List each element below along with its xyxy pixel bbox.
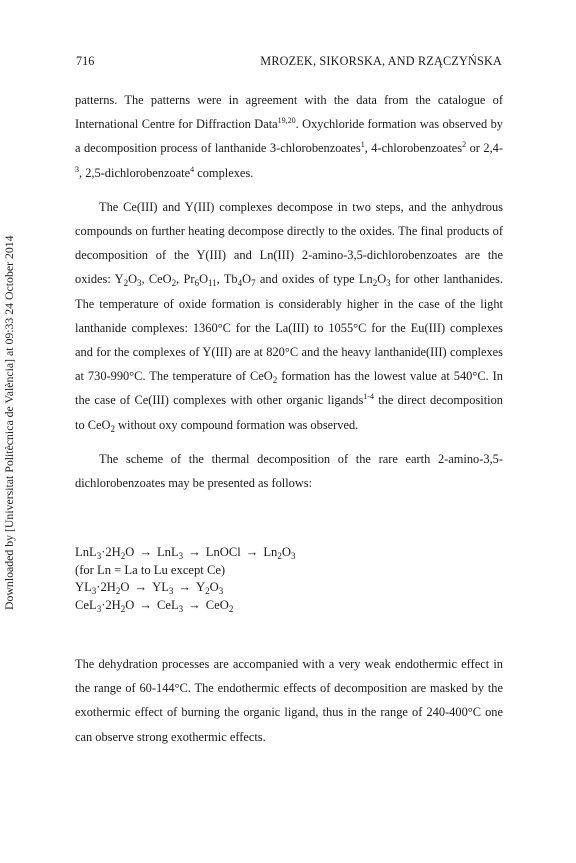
- formula-part: O: [125, 545, 135, 559]
- citation: 1-4: [363, 392, 374, 402]
- subscript: 6: [194, 278, 200, 289]
- subscript: 2: [120, 551, 126, 561]
- text-run: formation has the lowest value at 540°C. In the case of Ce(III) complexes with other organic ligands: [75, 369, 503, 408]
- formula-part: O: [209, 580, 219, 594]
- formula-part: YL: [75, 580, 92, 594]
- arrow-icon: →: [139, 545, 152, 559]
- scheme-note: (for Ln = La to Lu except Ce): [75, 562, 226, 577]
- formula-part: O: [120, 580, 130, 594]
- subscript: 2: [110, 423, 115, 434]
- text-run: The Ce(III) and Y(III) complexes decompose in two steps, and the anhydrous compounds on further heating decompose directly to the oxides. The final products of decomposition of the Y(III) and Ln(III) 2-amino-3,5-dichlorobenzoates are the oxides: Y: [75, 199, 503, 287]
- subscript: 4: [237, 278, 243, 289]
- subscript: 2: [123, 278, 129, 289]
- subscript: 3: [218, 586, 224, 596]
- arrow-icon: →: [188, 597, 201, 612]
- citation: 19,20: [277, 116, 296, 126]
- text-run: without oxy compound formation was observed.: [114, 417, 359, 432]
- scheme-row-ce: [75, 597, 375, 615]
- subscript: 3: [96, 603, 102, 614]
- formula-part: CeL: [156, 597, 179, 612]
- subscript: 3: [91, 586, 97, 596]
- subscript: 2: [171, 278, 177, 289]
- paragraph-4: The dehydration processes are accompanied with a very weak endothermic effect in the range of 60-144°C. The endothermic effects of decomposition are masked by the exothermic effect of burning the organic ligand, thus in the range of 240-400°C one can observe strong exothermic effects.: [75, 657, 503, 744]
- page-number: 716: [76, 54, 95, 68]
- download-watermark: Downloaded by [Universitat Politècnica de València] at 09:33 24 October 2014: [2, 235, 16, 610]
- subscript: 2: [205, 586, 210, 596]
- subscript: 3: [137, 278, 142, 289]
- subscript: 11: [208, 278, 217, 289]
- formula-part: ·2H: [101, 597, 121, 612]
- arrow-icon: →: [188, 545, 201, 559]
- arrow-icon: →: [139, 597, 152, 612]
- formula-part: O: [281, 545, 291, 559]
- subscript: 3: [178, 551, 184, 561]
- formula-part: Ln: [263, 545, 278, 559]
- text-run: or 2,4-: [466, 141, 503, 156]
- scheme-row-ln: [75, 544, 375, 562]
- closing-text: [75, 652, 503, 749]
- formula-part: Y: [195, 580, 206, 594]
- formula-part: LnL: [75, 545, 97, 559]
- running-title: MROZEK, SIKORSKA, AND RZĄCZYŃSKA: [260, 54, 502, 68]
- subscript: 2: [115, 586, 121, 596]
- decomposition-scheme: [75, 544, 375, 614]
- subscript: 3: [290, 551, 296, 561]
- subscript: 3: [96, 551, 102, 561]
- text-run: O: [128, 272, 138, 287]
- text-run: , Tb: [216, 272, 238, 287]
- arrow-icon: →: [134, 580, 148, 594]
- formula-part: O: [125, 597, 135, 612]
- subscript: 3: [386, 278, 391, 289]
- citation: 2: [462, 140, 467, 150]
- text-run: , 4-chlorobenzoates: [364, 141, 463, 156]
- text-run: O: [377, 272, 387, 287]
- formula-part: ·2H: [101, 545, 121, 559]
- subscript: 2: [277, 551, 282, 561]
- text-run: , 2,5-dichlorobenzoate: [79, 165, 191, 180]
- scheme-row-y: [75, 579, 375, 597]
- subscript: 2: [120, 603, 126, 614]
- subscript: 2: [372, 278, 378, 289]
- page-header: [76, 54, 502, 70]
- text-run: O: [199, 272, 209, 287]
- text-run: , CeO: [141, 272, 172, 287]
- citation: 4: [190, 164, 195, 174]
- citation: 1: [360, 140, 365, 150]
- subscript: 3: [178, 603, 184, 614]
- formula-part: ·2H: [96, 580, 116, 594]
- text-run: for other lanthanides. The temperature of oxide formation is considerably higher in the case of the light lanthanide complexes: 1360°C for the La(III) to 1055°C for the Eu(III) complexes and for the complexes of Y(III) are at 820°C and the heavy lanthanide(III) complexes at 730-990°C. The temperature of CeO: [75, 272, 503, 384]
- arrow-icon: →: [178, 580, 191, 594]
- subscript: 2: [272, 375, 278, 386]
- formula-part: LnL: [156, 545, 179, 559]
- formula-part: CeO: [205, 597, 229, 612]
- paragraph-3: The scheme of the thermal decomposition of the rare earth 2-amino-3,5-dichlorobenzoates may be presented as follows:: [75, 451, 503, 491]
- formula-part: CeL: [75, 597, 97, 612]
- main-body: [75, 88, 503, 495]
- text-run: , Pr: [176, 272, 195, 287]
- subscript: 7: [251, 278, 256, 289]
- text-run: the direct decomposition to CeO: [75, 393, 503, 432]
- subscript: 2: [228, 603, 234, 614]
- text-run: complexes.: [194, 165, 254, 180]
- paragraph-1: [75, 88, 503, 185]
- paragraph-2: [75, 195, 503, 437]
- text-run: patterns. The patterns were in agreement with the data from the catalogue of International Centre for Diffraction Data: [75, 93, 503, 132]
- formula-part: YL: [152, 580, 169, 594]
- arrow-icon: →: [245, 545, 259, 559]
- text-run: and oxides of type Ln: [255, 272, 373, 287]
- text-run: . Oxychloride formation was observed by a decomposition process of lanthanide 3-chlorobenzoates: [75, 117, 503, 156]
- subscript: 3: [168, 586, 174, 596]
- citation: 3: [75, 164, 79, 174]
- text-run: O: [242, 272, 252, 287]
- formula-part: LnOCl: [205, 545, 241, 559]
